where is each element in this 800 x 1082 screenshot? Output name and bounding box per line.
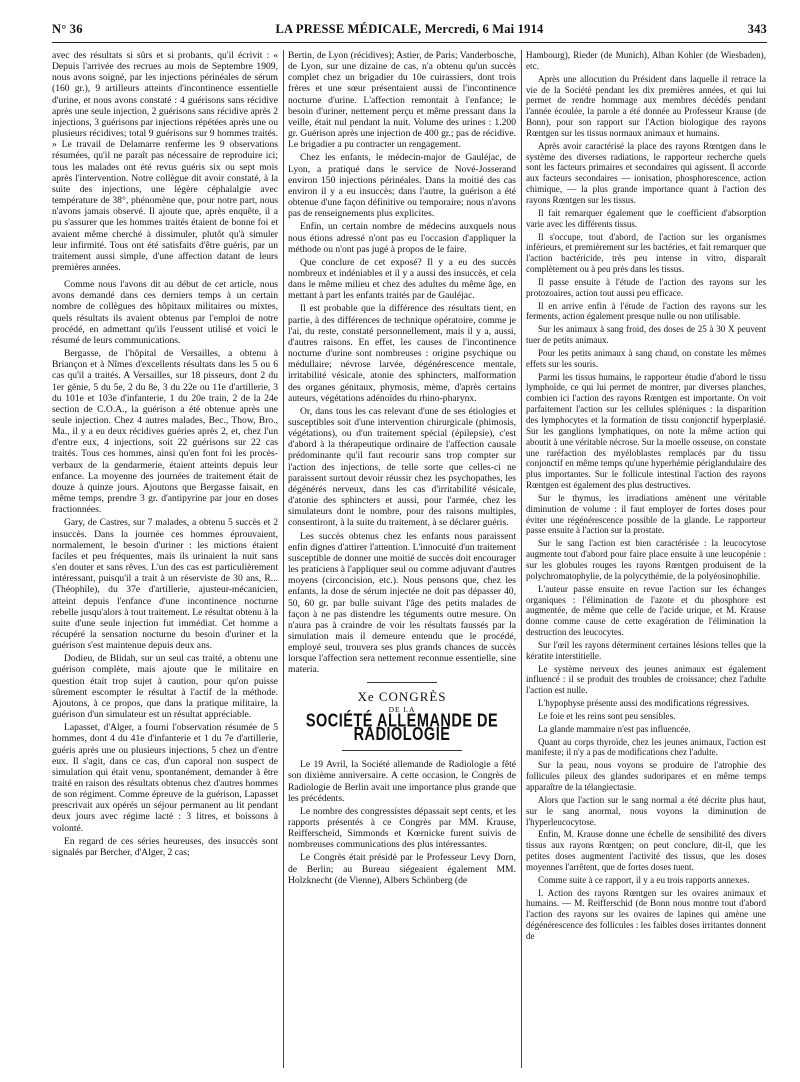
paragraph: Hambourg), Rieder (de Munich), Alban Kohler (de Wiesbaden), etc. (526, 50, 766, 71)
paragraph: Comme nous l'avons dit au début de cet article, nous avons demandé dans ces derniers temps à un certain nombre de collègues des hôpitaux militaires ou mixtes, quels résultats ils avaient obtenus par l'emploi de notre procédé, en admettant qu'ils l'eussent utilisé et voici le résumé de leurs communications. (52, 279, 278, 346)
paragraph: Sur le thymus, les irradiations amènent une véritable diminution de volume : il faut employer de fortes doses pour éviter une régénérescence possible de la glande. Le rapporteur passe ensuite à l'action sur la prostate. (526, 492, 766, 536)
paragraph: Parmi les tissus humains, le rapporteur étudie d'abord le tissu lymphoïde, ce qui lui permet de montrer, par diverses planches, combien ici l'action des rayons Rœntgen est importante. On voit parfaitement l'action sur les cellules spléniques : la disparition des lymphocytes et la formation de tissu conjonctif hyperplasié. Sur les ganglions lymphatiques, on note la même action qui aboutit à une véritable nécrose. Sur la moelle osseuse, on constate une raréfaction des myéloblastes remplacés par du tissu conjonctif en même temps qu'une hyperhémie périglandulaire des plus importantes. Sur le follicule intestinal l'action des rayons Rœntgen est également des plus destructives. (526, 371, 766, 491)
paragraph: Le 19 Avril, la Société allemande de Radiologie a fêté son dixième anniversaire. A cette occasion, le Congrès de Radiologie de Berlin avait une importance plus grande que les précédents. (288, 759, 516, 804)
paragraph: Chez les enfants, le médecin-major de Gauléjac, de Lyon, a pratiqué dans le service de Nové-Josserand environ 150 injections périnéales. Dans la moitié des cas environ il y a eu insuccès; dans l'autre, la guérison a été obtenue d'une façon définitive ou temporaire; nous n'avons pas de renseignements plus explicites. (288, 152, 516, 220)
paragraph: Alors que l'action sur le sang normal a été décrite plus haut, sur le sang anormal, nous voyons la diminution de l'hyperleucocytose. (526, 794, 766, 827)
paragraph: Il fait remarquer également que le coefficient d'absorption varie avec les différents tissus. (526, 207, 766, 229)
journal-title: LA PRESSE MÉDICALE, Mercredi, 6 Mai 1914 (275, 22, 544, 36)
paragraph: Sur les animaux à sang froid, des doses de 25 à 30 X peuvent tuer de petits animaux. (526, 324, 766, 346)
paragraph: Le système nerveux des jeunes animaux est également influencé : il se produit des troubles de croissance; chez l'adulte l'action est nulle. (526, 663, 766, 696)
paragraph: Bergasse, de l'hôpital de Versailles, a obtenu à Briançon et à Nîmes d'excellents résultats dans les 5 ou 6 cas qu'il a traités. A Versailles, sur 18 pisseurs, dont 2 du 1er génie, 5 du 5e, 2 du 8e, 3 du 22e ou 11e d'artillerie, 3 du 101e et 103e d'infanterie, 1 du 20e train, 2 de la 24e section de C.O.A., la guérison a été obtenue après une seule injection. Chez 4 autres malades, Bec., Thow, Bro., Ma., il y a eu deux récidives guéries après 2, et, chez l'un d'entre eux, 4 injections, soit 22 guérisons sur 22 cas traités. Tous ces hommes, ainsi qu'en font foi les procès-verbaux de la gendarmerie, étaient atteints depuis leur enfance. La moyenne des journées de traitement était de douze à quinze jours. Ajoutons que Bergasse faisait, en même temps, prendre 3 gr. d'antipyrine par jour en doses fractionnées. (52, 348, 278, 516)
paragraph: Il s'occupe, tout d'abord, de l'action sur les organismes inférieurs, et premièrement sur les bactéries, et fait remarquer que l'action bactéricide, très peu intense in vitro, disparaît complètement ou à peu près dans les tissus. (526, 231, 766, 275)
paragraph: Il est probable que la différence des résultats tient, en partie, à des différences de technique opératoire, comme je l'ai, du reste, constaté personnellement, mais il y a, aussi, d'autres raisons. En effet, les causes de l'incontinence nocturne d'urine sont nombreuses : origine psychique ou médullaire; névrose larvée, dégénérescence mentale, irritabilité vésicale, atonie des sphincters, malformation des organes génitaux, phymosis, mème, d'après certains auteurs, végétations adénoïdes du rhino-pharynx. (288, 303, 516, 404)
column-divider (283, 50, 284, 1068)
paragraph: L'hypophyse présente aussi des modifications régressives. (538, 698, 750, 709)
congress-society: SOCIÉTÉ ALLEMANDE DE RADIOLOGIE (305, 711, 499, 746)
paragraph: Lapasset, d'Alger, a fourni l'observation résumée de 5 hommes, dont 4 du 41e d'infanterie et 1 du 7e d'artillerie, guéris après une ou plusieurs injections, 5 chez un d'entre eux. Il s'agit, dans ce cas, d'un caporal non suspect de simulation qui était venu, spontanément, demander à être traité en raison des résultats obtenus chez d'autres hommes de son régiment. Comme épreuve de la guérison, Lapasset prescrivait aux opérés un séjour permanent au lit pendant deux jours avec régime lacté : 3 litres, et boissons à volonté. (52, 722, 278, 834)
paragraph: Sur l'œil les rayons déterminent certaines lésions telles que la kératite interstitielle. (526, 639, 766, 661)
column-divider (521, 50, 522, 1068)
paragraph: Comme suite à ce rapport, il y a eu trois rapports annexes. (538, 874, 750, 885)
paragraph: Après une allocution du Président dans laquelle il retrace la vie de la Société pendant les dix premières années, et qui lui permet de rendre hommage aux membres décédés pendant l'année écoulée, la parole a été donnée au Professeur Krause (de Bonn), pour son rapport sur l'Action biologique des rayons Rœntgen sur les tissus normaux animaux et humains. (526, 73, 766, 138)
paragraph: Que conclure de cet exposé? Il y a eu des succès nombreux et indéniables et il y a aussi des insuccès, et cela dans le même milieu et chez des adultes du même âge, en mettant à part les enfants traités par de Gauléjac. (288, 256, 516, 302)
paragraph: Sur la peau, nous voyons se produire de l'atrophie des follicules pileux des glandes sudoripares et en même temps apparaître de la télangiectasie. (526, 760, 766, 792)
paragraph: Gary, de Castres, sur 7 malades, a obtenu 5 succès et 2 insuccès. Dans la journée ces hommes éprouvaient, normalement, le besoin d'uriner : les mictions étaient faciles et peu fréquentes, mais ils urinaient la nuit sans s'en douter et sans rêves. L'un des cas est particulièrement intéressant, puisqu'il a trait à un réserviste de 30 ans, R... (Théophile), du 37e d'artillerie, ajusteur-mécanicien, atteint depuis l'enfance d'une incontinence nocturne rebelle jusqu'alors à tout traitement. Le résultat obtenu à la suite d'une seule injection fut immédiat. Cet homme a récupéré la sensation nocturne du besoin d'uriner et la guérison s'est maintenue depuis deux ans. (52, 517, 278, 652)
heading-rule (367, 682, 437, 683)
paragraph: Les succès obtenus chez les enfants nous paraissent enfin dignes d'attirer l'attention. L'innocuité d'un traitement susceptible de donner une moitié de succès doit encourager les praticiens à l'appliquer seul ou comme adjuvant d'autres moyens (circoncision, etc.). Nous pensons que, chez les enfants, la dose de sérum injectée ne doit pas dépasser 40, 50, 60 gr. par bulle suivant l'âge des petits malades de façon à ne pas distendre les téguments outre mesure. On n'aura pas à craindre de voir les résultats faussés par la simulation mais il demeure entendu que le procédé, employé seul, trouvera ses plus grands chances de succès lorsque l'affection sera nettement reconnue essentielle, sine materia. (288, 530, 516, 676)
issue-number: N° 36 (52, 22, 83, 36)
paragraph: Pour les petits animaux à sang chaud, on constate les mêmes effets sur les souris. (526, 347, 766, 369)
section-heading (288, 682, 516, 752)
header-rule (52, 42, 767, 43)
paragraph: Il en arrive enfin à l'étude de l'action des rayons sur les ferments, action également presque nulle ou non utilisable. (526, 300, 766, 322)
paragraph: Bertin, de Lyon (récidives); Astier, de Paris; Vanderbosche, de Lyon, sur une dizaine de cas, n'a obtenu qu'un succès complet chez un brigadier du 10e cuirassiers, dont trois frères et une sœur présentaient aussi de l'incontinence nocturne d'urine. L'affection remontait à l'enfance; le besoin d'uriner, nettement perçu et même pressant dans la veille, était nul pendant la nuit. Volume des urines : 1.200 gr. Guérison après une injection de 400 gr.; pas de récidive. Le brigadier a pu contracter un rengagement. (288, 50, 516, 151)
paragraph: Enfin, M. Krause donne une échelle de sensibilité des divers tissus aux rayons Rœntgen; on peut conclure, dit-il, que les petites doses augmentent l'activité des tissus, que les doses moyennes l'arrêtent, que de fortes doses tuent. (526, 829, 766, 872)
paragraph: Le nombre des congressistes dépassait sept cents, et les rapports présentés à ce Congrès par MM. Krause, Reifferscheid, Simmonds et Kœrnicke furent suivis de nombreuses communications des plus intéressantes. (288, 805, 516, 851)
column-right (526, 50, 766, 942)
paragraph: Après avoir caractérisé la place des rayons Rœntgen dans le système des diverses radiations, le rapporteur recherche quels sont les facteurs primaires et secondaires qui agissent. Il accorde aux facteurs secondaires — ionisation, phosphorescence, action chimique, — la plus grande importance quant à l'action des rayons Rœntgen sur les tissus. (526, 140, 766, 205)
paragraph: Il passe ensuite à l'étude de l'action des rayons sur les protozoaires, action tout aussi peu efficace. (526, 276, 766, 298)
paragraph: Quant au corps thyroïde, chez les jeunes animaux, l'action est manifeste; il n'y a pas de modifications chez l'adulte. (526, 736, 766, 758)
paragraph: Dodieu, de Blidah, sur un seul cas traité, a obtenu une guérison complète, mais ajoute que le militaire en question était trop sujet à caution, pour qu'on puisse sûrement escompter le résultat à l'actif de la méthode. Ajoutons, à ce propos, que dans la pratique militaire, la guérison d'un simulateur est un résultat appréciable. (52, 653, 278, 721)
paragraph: L'auteur passe ensuite en revue l'action sur les échanges organiques : l'élimination de l'azote et du phosphore est augmentée, de même que celle de l'acide urique, et M. Krause donne comme cause de cette exagération de l'élimination la destruction des leucocytes. (526, 583, 766, 638)
page-number: 343 (747, 22, 767, 36)
paragraph: I. Action des rayons Rœntgen sur les ovaires animaux et humains. — M. Reifferschid (de Bonn nous montre tout d'abord l'action des rayons sur les ovaires de lapines qui amène une dégénérescence des follicules : les faibles doses irritantes donnent de (526, 887, 766, 941)
paragraph: Sur le sang l'action est bien caractérisée : la leucocytose augmente tout d'abord pour faire place ensuite à une leucopénie : sur les globules rouges les rayons Rœntgen produisent de la polychromatophylie, de la polycythémie, de la polyéosinophilie. (526, 538, 766, 581)
paragraph: Enfin, un certain nombre de médecins auxquels nous nous étions adressé n'ont pas eu l'occasion d'appliquer la méthode ou n'ont pas jugé à propos de le faire. (288, 221, 516, 255)
paragraph: Le foie et les reins sont peu sensibles. (538, 710, 676, 721)
paragraph: La glande mammaire n'est pas influencée. (538, 723, 691, 734)
column-middle (288, 50, 516, 886)
heading-rule (342, 750, 462, 751)
page-header (52, 22, 767, 38)
paragraph: Le Congrès était présidé par le Professeur Levy Dorn, de Berlin; au Bureau siégeaient également MM. Holzknecht (de Vienne), Albers Schönberg (de (288, 852, 516, 886)
congress-number: Xe CONGRÈS (357, 688, 447, 704)
paragraph: avec des résultats si sûrs et si probants, qu'il écrivit : « Depuis l'arrivée des recrues au mois de Septembre 1909, nous avons soigné, par les injections périnéales de sérum (160 gr.), 9 artilleurs atteints d'incontinence essentielle d'urine, et nous avons constaté : 4 guérisons sans récidive après une seule injection, 2 guérisons sans récidive après 2 injections, 3 guérisons par injections répétées après une ou plusieurs récidives; total 9 guérisons sur 9 hommes traités. » Le travail de Delamarre renferme les 9 observations résumées, qu'il ne paraît pas nécessaire de reproduire ici; tous les malades ont été revus guéris six ou sept mois après l'intervention. Notre collègue dit avoir constaté, à la suite des injections, une légère céphalalgie avec température de 38°, phénomène que, pour notre part, nous n'avons jamais observé. Il ajoute que, après enquête, il a pu s'assurer que les hommes traités étaient de bonne foi et avaient même cherché à dissimuler, plutôt qu'à simuler leur infirmité. Tous ont été satisfaits d'être guéris, par un traitement aussi simple, d'une affection datant de leurs premières années. (52, 50, 278, 273)
paragraph: Or, dans tous les cas relevant d'une de ses étiologies et susceptibles soit d'une intervention chirurgicale (phimosis, végétations), ou d'un traitement spécial (épilepsie), c'est d'abord à la thérapeutique ordinaire de l'affection causale prédominante qu'il faut recourir sans trop compter sur l'action des injections, de telle sorte que celles-ci ne paraissent surtout devoir réussir chez les psychopathes, les dégénérés nerveux, dans les cas d'irritabilité vésicale, d'atonie des sphincters et aussi, pour l'armée, chez les simulateurs dont le nombre, pour des raisons multiples, consentiront, à la suite du traitement, à se déclarer guéris. (288, 405, 516, 529)
congress-of: DE LA (388, 704, 416, 714)
paragraph: En regard de ces séries heureuses, des insuccès sont signalés par Bercher, d'Alger, 2 cas; (52, 835, 278, 858)
column-left (52, 50, 278, 858)
